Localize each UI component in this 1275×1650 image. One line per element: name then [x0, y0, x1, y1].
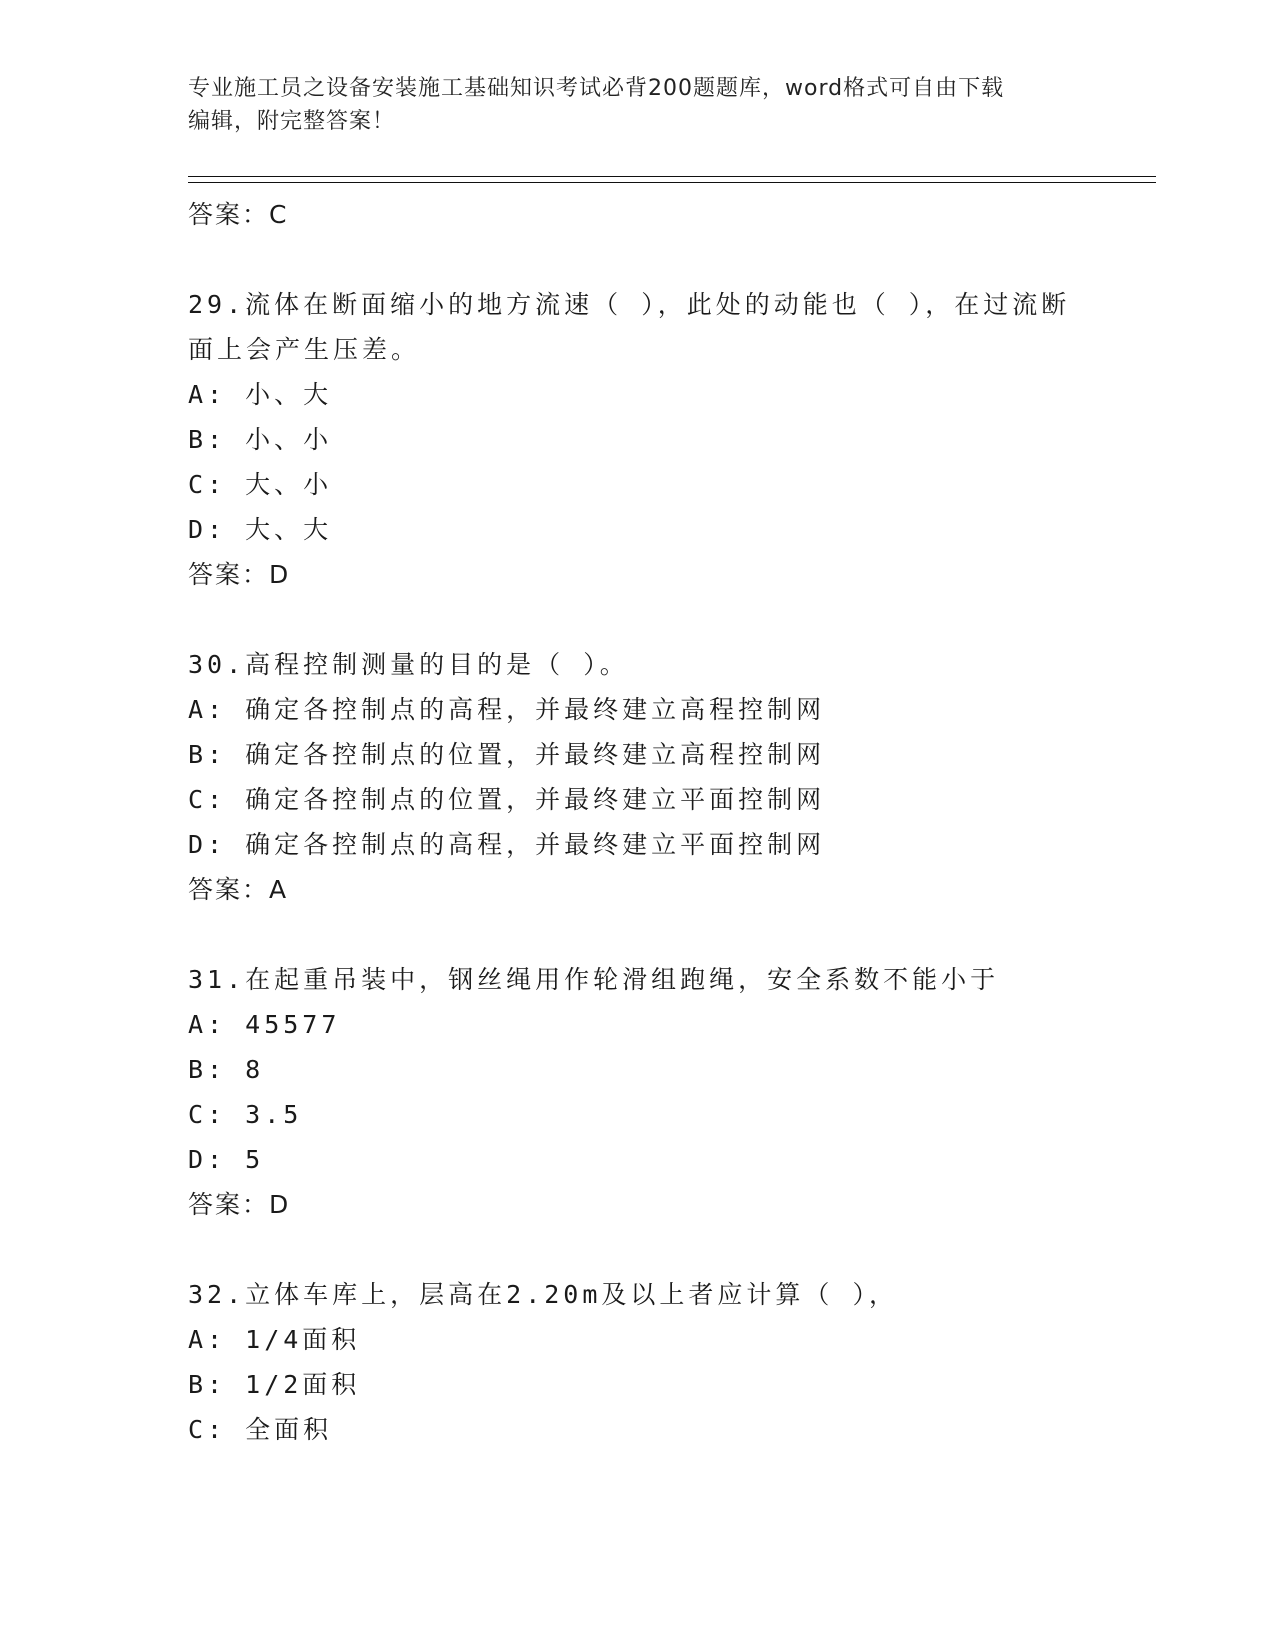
option-c: C: 确定各控制点的位置，并最终建立平面控制网: [188, 785, 826, 814]
spacer: [188, 237, 1148, 282]
header-line-1: 专业施工员之设备安装施工基础知识考试必背200题题库，word格式可自由下载: [188, 76, 1005, 101]
answer-previous: 答案：C: [188, 200, 289, 229]
option-a: A: 45577: [188, 1010, 341, 1039]
spacer: [188, 912, 1148, 957]
option-d: D: 5: [188, 1145, 265, 1174]
question-stem: 32.立体车库上，层高在2.20m及以上者应计算（ ），: [188, 1280, 898, 1309]
option-b: B: 小、小: [188, 425, 333, 454]
spacer: [188, 597, 1148, 642]
option-b: B: 8: [188, 1055, 265, 1084]
answer: 答案：D: [188, 560, 291, 589]
option-d: D: 确定各控制点的高程，并最终建立平面控制网: [188, 830, 826, 859]
option-b: B: 确定各控制点的位置，并最终建立高程控制网: [188, 740, 826, 769]
question-stem: 29.流体在断面缩小的地方流速（ ），此处的动能也（ ），在过流断: [188, 290, 1071, 319]
spacer: [188, 1227, 1148, 1272]
option-c: C: 全面积: [188, 1415, 333, 1444]
option-b: B: 1/2面积: [188, 1370, 361, 1399]
answer: 答案：D: [188, 1190, 291, 1219]
option-c: C: 大、小: [188, 470, 333, 499]
option-a: A: 1/4面积: [188, 1325, 361, 1354]
question-stem: 30.高程控制测量的目的是（ ）。: [188, 650, 629, 679]
question-30: [188, 642, 1148, 912]
header-line-2: 编辑，附完整答案！: [188, 109, 396, 134]
option-a: A: 小、大: [188, 380, 333, 409]
question-31: [188, 957, 1148, 1227]
question-32: [188, 1272, 1148, 1452]
question-list: [188, 192, 1148, 1452]
header-divider-top: [188, 176, 1156, 177]
option-d: D: 大、大: [188, 515, 333, 544]
answer: 答案：A: [188, 875, 289, 904]
option-a: A: 确定各控制点的高程，并最终建立高程控制网: [188, 695, 826, 724]
question-stem-continued: 面上会产生压差。: [188, 335, 421, 364]
question-stem: 31.在起重吊装中，钢丝绳用作轮滑组跑绳，安全系数不能小于: [188, 965, 1000, 994]
document-header: [188, 72, 1088, 138]
option-c: C: 3.5: [188, 1100, 303, 1129]
question-29: [188, 282, 1148, 597]
header-divider-bottom: [188, 182, 1156, 183]
